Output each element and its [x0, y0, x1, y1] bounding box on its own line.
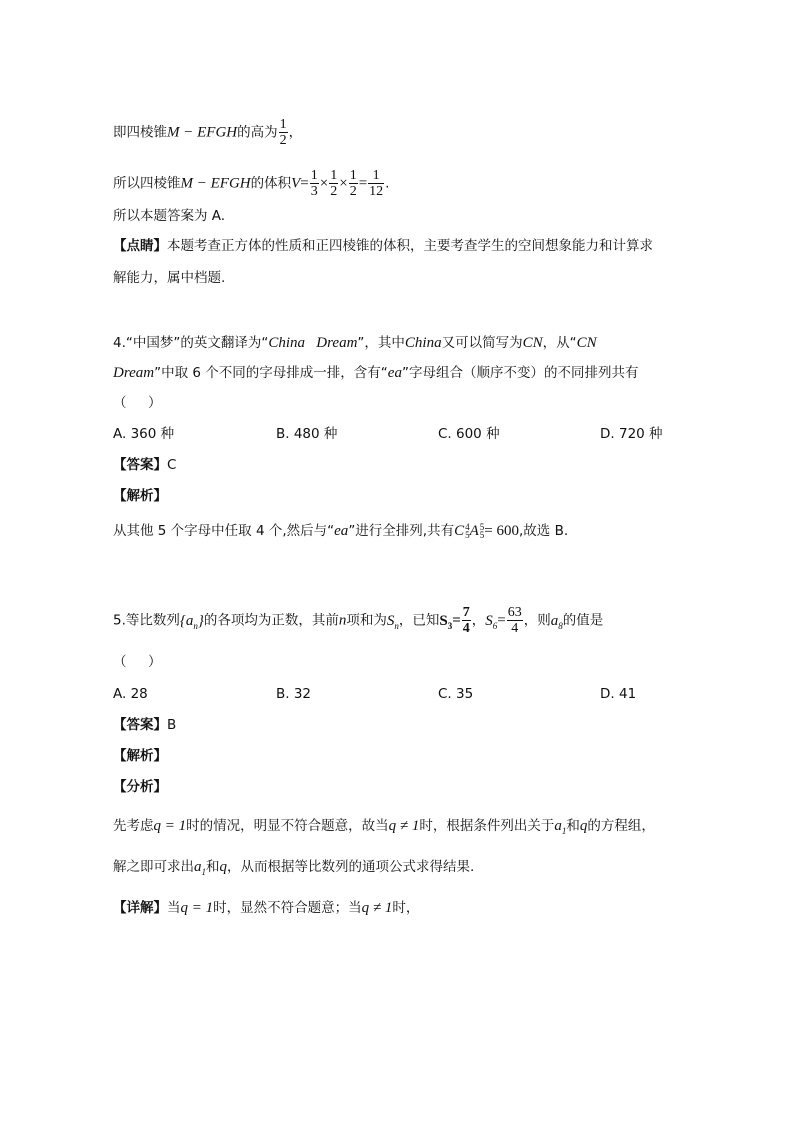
- text: ”字母组合（顺序不变）的不同排列共有: [401, 365, 639, 381]
- math-S3: [439, 613, 452, 629]
- sub: 1: [561, 826, 567, 836]
- text: 时，: [392, 900, 420, 916]
- text: ，: [471, 612, 486, 629]
- q4-answer: [113, 455, 176, 475]
- math-a1: [194, 859, 206, 875]
- text: ，已知: [398, 612, 440, 629]
- fraction-half: [279, 117, 288, 148]
- denominator: 2: [349, 184, 357, 199]
- math-q: q: [219, 859, 227, 875]
- text: ”中取 6 个不同的字母排成一排，含有“: [154, 365, 388, 381]
- math-pyramid: M − EFGH: [167, 124, 238, 141]
- q5-answer: [113, 715, 176, 735]
- math-sequence: [180, 613, 204, 629]
- math-S6: [485, 613, 497, 629]
- denominator: 12: [369, 184, 384, 199]
- text: 的方程组，: [587, 818, 655, 834]
- numerator: 1: [349, 168, 357, 183]
- sup: 5: [479, 522, 485, 532]
- numerator: 7: [462, 605, 470, 620]
- fraction-63-4: [507, 605, 523, 636]
- math-china: China: [404, 335, 442, 351]
- q5-option-c: C. 35: [438, 686, 474, 702]
- math-q-eq-1: q = 1: [153, 818, 187, 834]
- math-V: V: [291, 175, 301, 192]
- seq-close: }: [197, 612, 204, 629]
- sub: 6: [492, 620, 498, 631]
- text: 解之即可求出: [113, 859, 194, 875]
- sub: 5: [479, 530, 485, 540]
- seq-open: {a: [179, 612, 194, 629]
- text: 的各项均为正数，其前: [203, 612, 339, 629]
- answer-label: 【答案】: [113, 717, 167, 733]
- equals: =: [300, 175, 309, 192]
- text: 时，根据条件列出关于: [419, 818, 555, 834]
- math-arrangement: A: [469, 523, 479, 539]
- text: ，: [288, 124, 303, 141]
- math-dream: Dream: [113, 365, 155, 381]
- prev-line-height: [113, 117, 302, 148]
- text: ”进行全排列,共有: [348, 523, 455, 539]
- q5-analysis-line2: [113, 857, 474, 882]
- math-result: = 600: [484, 523, 520, 539]
- equals: =: [452, 612, 461, 629]
- text: 的值是: [562, 612, 604, 629]
- math-cn: CN: [522, 335, 543, 351]
- q4-option-b: B. 480 种: [276, 426, 338, 442]
- q4-solution: [113, 521, 568, 541]
- text: ，从而根据等比数列的通项公式求得结果.: [227, 859, 475, 875]
- math-q: q: [579, 818, 588, 834]
- text: 时，显然不符合题意；当: [213, 900, 362, 916]
- sub: 8: [558, 620, 563, 631]
- times: ×: [319, 175, 329, 192]
- q5-fenxi-label: 【分析】: [113, 779, 167, 795]
- q4-option-d: D. 720 种: [600, 426, 663, 442]
- fraction: [310, 168, 319, 199]
- text: 即四棱锥: [113, 124, 167, 141]
- text: ,故选 B.: [519, 523, 569, 539]
- q4-stem-line1: [113, 333, 597, 353]
- detail-label: 【详解】: [113, 900, 167, 916]
- math-cn: CN: [576, 335, 597, 351]
- prev-answer: 所以本题答案为 A.: [113, 208, 226, 224]
- q5-paren: （ ）: [113, 654, 162, 670]
- math-pyramid: M − EFGH: [180, 175, 251, 192]
- sub: n: [193, 620, 198, 631]
- sub: 5: [465, 530, 470, 540]
- fraction: [329, 168, 338, 199]
- equals: =: [358, 175, 368, 192]
- math-q-neq-1: q ≠ 1: [361, 900, 393, 916]
- q5-analysis-line1: [113, 816, 655, 841]
- sub: n: [394, 620, 399, 631]
- q4-paren: （ ）: [113, 395, 162, 411]
- math-Sn: [387, 613, 399, 629]
- text: ”，其中: [357, 335, 405, 351]
- q5-option-b: B. 32: [276, 686, 312, 702]
- sub: 1: [201, 867, 206, 877]
- q4-option-a: A. 360 种: [113, 426, 175, 442]
- times: ×: [339, 175, 348, 192]
- text: 的体积: [250, 175, 292, 192]
- a: a: [554, 818, 562, 834]
- text: ，从“: [542, 335, 577, 351]
- math-q-eq-1: q = 1: [180, 900, 214, 916]
- S: S: [485, 612, 493, 629]
- math-n: n: [338, 612, 347, 629]
- q5-option-d: D. 41: [600, 686, 637, 702]
- denominator: 3: [310, 184, 318, 199]
- numerator: 1: [310, 168, 318, 183]
- text: 先考虑: [113, 818, 154, 834]
- sub: 3: [447, 620, 453, 631]
- answer-value: C: [167, 457, 177, 473]
- math-china-dream: China Dream: [268, 335, 358, 351]
- fraction-7-4: [462, 605, 471, 636]
- comment-text: 本题考查正方体的性质和正四棱锥的体积，主要考查学生的空间想象能力和计算求: [167, 238, 653, 254]
- prev-comment-cont: 解能力，属中档题.: [113, 270, 226, 286]
- math-combination: C: [454, 523, 465, 539]
- equals: =: [497, 612, 506, 629]
- math-ea: ea: [334, 523, 349, 539]
- text: 和: [206, 859, 220, 875]
- denominator: 4: [462, 621, 470, 636]
- denominator: 4: [511, 621, 519, 636]
- text: 当: [167, 900, 181, 916]
- q4-analysis-label: 【解析】: [113, 488, 167, 504]
- q4-option-c: C. 600 种: [438, 426, 500, 442]
- prev-line-volume: [113, 168, 389, 199]
- numerator: 63: [507, 605, 522, 620]
- answer-label: 【答案】: [113, 457, 167, 473]
- numerator: 1: [279, 117, 287, 132]
- text: 项和为: [346, 612, 387, 629]
- text: 的高为: [237, 124, 278, 141]
- text: 时的情况，明显不符合题意，故当: [186, 818, 389, 834]
- denominator: 2: [279, 133, 287, 148]
- text: .: [385, 175, 390, 192]
- answer-value: B: [167, 717, 177, 733]
- math-ea: ea: [387, 365, 402, 381]
- a: a: [194, 859, 202, 875]
- text: 5.等比数列: [113, 612, 180, 629]
- numerator: 1: [368, 168, 384, 184]
- a: a: [550, 612, 559, 629]
- math-a1: [554, 818, 566, 834]
- prev-comment: [113, 236, 653, 256]
- denominator: 2: [330, 184, 338, 199]
- text: ，则: [523, 612, 551, 629]
- q4-stem-line2: [113, 363, 638, 383]
- text: 从其他 5 个字母中任取 4 个,然后与“: [113, 523, 335, 539]
- q5-detail: [113, 898, 419, 918]
- text: 所以四棱锥: [113, 175, 181, 192]
- text: 4.“中国梦”的英文翻译为“: [113, 335, 269, 351]
- fraction: [349, 168, 358, 199]
- q5-analysis-label: 【解析】: [113, 748, 167, 764]
- fraction: [368, 168, 384, 199]
- S: S: [439, 612, 448, 629]
- comment-label: 【点睛】: [113, 238, 167, 254]
- text: 又可以简写为: [441, 335, 523, 351]
- sup: 4: [465, 522, 470, 532]
- math-a8: [551, 613, 563, 629]
- q5-option-a: A. 28: [113, 686, 148, 702]
- math-q-neq-1: q ≠ 1: [388, 818, 420, 834]
- S: S: [386, 612, 395, 629]
- q5-stem: [113, 605, 603, 636]
- text: 和: [566, 818, 580, 834]
- numerator: 1: [330, 168, 338, 183]
